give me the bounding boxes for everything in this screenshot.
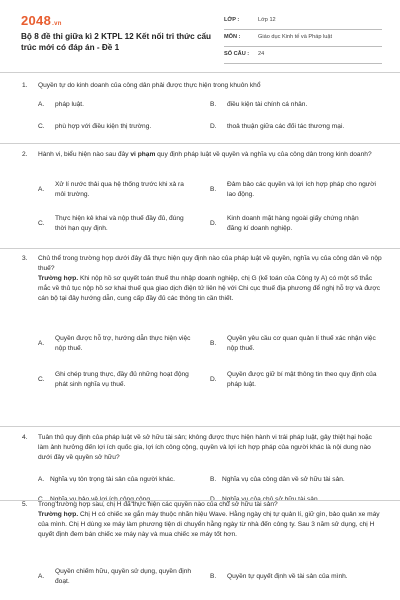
divider bbox=[0, 143, 400, 144]
document-header bbox=[0, 0, 400, 70]
question-stem bbox=[38, 500, 383, 540]
option-text: Thực hiện kê khai và nộp thuế đầy đủ, đúng thời hạn quy định. bbox=[55, 215, 184, 232]
case-label: Trường hợp. bbox=[38, 511, 79, 518]
question-3 bbox=[0, 254, 400, 424]
meta-row-count bbox=[224, 47, 382, 64]
option-letter: A. bbox=[38, 340, 45, 347]
option-text: Quyền yêu cầu cơ quan quản lí thuế xác nhận việc nộp thuế. bbox=[227, 335, 376, 352]
option-letter: A. bbox=[38, 573, 45, 580]
option-letter: A. bbox=[38, 101, 45, 108]
stem-text: Chủ thể trong trường hợp dưới đây đã thực hiện quy định nào của pháp luật về quyền, nghĩa vụ của công dân về nộp thuế? bbox=[38, 255, 382, 272]
meta-row-subject bbox=[224, 30, 382, 47]
divider bbox=[0, 72, 400, 73]
option-letter: D. bbox=[210, 220, 217, 227]
stem-text: Trong trường hợp sau, chị H đã thực hiện các quyền nào của chủ sở hữu tài sản? bbox=[38, 501, 278, 508]
option-text: phù hợp với điều kiện thị trường. bbox=[55, 123, 152, 130]
case-text: Khi nộp hồ sơ quyết toán thuế thu nhập doanh nghiệp, chị G (kế toán của Công ty A) có một số thắc mắc về thủ tục nộp hồ sơ khai thuế qua giao dịch điện tử liên hệ với Chi cục thuế địa phương để nghị hỗ trợ và được cán bộ tại đây hướng dẫn, cung cấp đầy đủ các thông tin cần thiết. bbox=[38, 275, 381, 302]
stem-emphasis: vi phạm bbox=[130, 151, 156, 158]
divider bbox=[0, 248, 400, 249]
question-2 bbox=[0, 150, 400, 245]
meta-value: 24 bbox=[258, 51, 265, 57]
option-text: Kinh doanh mặt hàng ngoài giấy chứng nhận đăng kí doanh nghiệp. bbox=[227, 215, 359, 232]
option-text: Ghi chép trung thực, đầy đủ những hoạt động phát sinh nghĩa vụ thuế. bbox=[55, 371, 189, 388]
meta-value: Giáo dục Kinh tế và Pháp luật bbox=[258, 34, 333, 40]
option-text: pháp luật. bbox=[55, 101, 84, 108]
case-passage bbox=[38, 510, 383, 540]
option-text: Nghĩa vụ tôn trọng tài sản của người khác. bbox=[50, 476, 175, 483]
question-number: 5. bbox=[22, 501, 28, 508]
option-text: Quyền được giữ bí mật thông tin theo quy định của pháp luật. bbox=[227, 371, 377, 388]
option-letter: B. bbox=[210, 573, 217, 580]
option-text: Đảm bảo các quyền và lợi ích hợp pháp cho người lao động. bbox=[227, 181, 376, 198]
case-label: Trường hợp. bbox=[38, 275, 79, 282]
option-letter: D. bbox=[210, 123, 217, 130]
case-text: Chị H có chiếc xe gắn máy thuộc nhãn hiệu Wave. Hằng ngày chị tự quản lí, giữ gìn, bảo quản xe máy của mình. Chị H dùng xe máy làm phương tiện di chuyển hằng ngày từ nhà đến công ty. Sau 3 năm sử dụng, chị H quyết định đem bán chiếc xe máy này và mua chiếc xe máy tốt hơn. bbox=[38, 511, 380, 538]
option-text: điều kiện tài chính cá nhân. bbox=[227, 101, 308, 108]
option-text: Xử lí nước thải qua hệ thống trước khi xả ra môi trường. bbox=[55, 181, 184, 198]
question-number: 1. bbox=[22, 82, 28, 89]
meta-key: MÔN : bbox=[224, 34, 241, 40]
question-stem bbox=[38, 254, 383, 304]
question-number: 2. bbox=[22, 151, 28, 158]
logo-text: 2048 bbox=[21, 13, 52, 28]
option-letter: C. bbox=[38, 376, 45, 383]
option-text: Quyền chiếm hữu, quyền sử dụng, quyền định đoạt. bbox=[55, 568, 192, 585]
question-number: 4. bbox=[22, 434, 28, 441]
question-number: 3. bbox=[22, 255, 28, 262]
case-passage bbox=[38, 274, 383, 304]
question-stem: Tuân thủ quy định của pháp luật về sở hữu tài sản; không được thực hiện hành vi trái pháp luật, gây thiệt hại hoặc làm ảnh hưởng đến lợi ích quốc gia, lợi ích công cộng, quyền và lợi ích hợp pháp của người khác là nội dung nào dưới đây về quyền sở hữu? bbox=[38, 434, 372, 461]
option-text: thoả thuận giữa các đối tác thương mại. bbox=[227, 123, 345, 130]
meta-value: Lớp 12 bbox=[258, 17, 276, 23]
question-1 bbox=[0, 81, 400, 141]
stem-text: quy định pháp luật về quyền và nghĩa vụ của công dân trong kinh doanh? bbox=[155, 151, 372, 158]
question-5 bbox=[0, 500, 400, 600]
question-4 bbox=[0, 433, 400, 491]
option-letter: B. bbox=[210, 101, 217, 108]
option-letter: C. bbox=[38, 220, 45, 227]
option-letter: B. bbox=[210, 340, 217, 347]
option-text: Nghĩa vụ của công dân về sở hữu tài sản. bbox=[222, 476, 345, 483]
question-stem bbox=[38, 150, 383, 160]
option-letter: C. bbox=[38, 123, 45, 130]
stem-text: Hành vi, biểu hiện nào sau đây bbox=[38, 151, 131, 158]
option-letter: B. bbox=[210, 476, 217, 483]
divider bbox=[0, 426, 400, 427]
logo-suffix: .vn bbox=[52, 21, 62, 27]
meta-key: SỐ CÂU : bbox=[224, 51, 250, 57]
option-letter: D. bbox=[210, 376, 217, 383]
option-text: Quyền được hỗ trợ, hướng dẫn thực hiện việc nộp thuế. bbox=[55, 335, 191, 352]
meta-row-class bbox=[224, 13, 382, 30]
option-letter: A. bbox=[38, 186, 45, 193]
option-text: Quyền tự quyết định về tài sản của mình. bbox=[227, 573, 348, 580]
document-title: Bộ 8 đề thi giữa kì 2 KTPL 12 Kết nối tri thức cấu trúc mới có đáp án - Đề 1 bbox=[21, 32, 212, 52]
question-stem: Quyền tự do kinh doanh của công dân phải được thực hiện trong khuôn khổ bbox=[38, 82, 261, 89]
option-letter: A. bbox=[38, 476, 45, 483]
metadata-box bbox=[224, 13, 382, 64]
site-logo[interactable] bbox=[21, 13, 62, 28]
option-letter: B. bbox=[210, 186, 217, 193]
meta-key: LỚP : bbox=[224, 17, 240, 23]
